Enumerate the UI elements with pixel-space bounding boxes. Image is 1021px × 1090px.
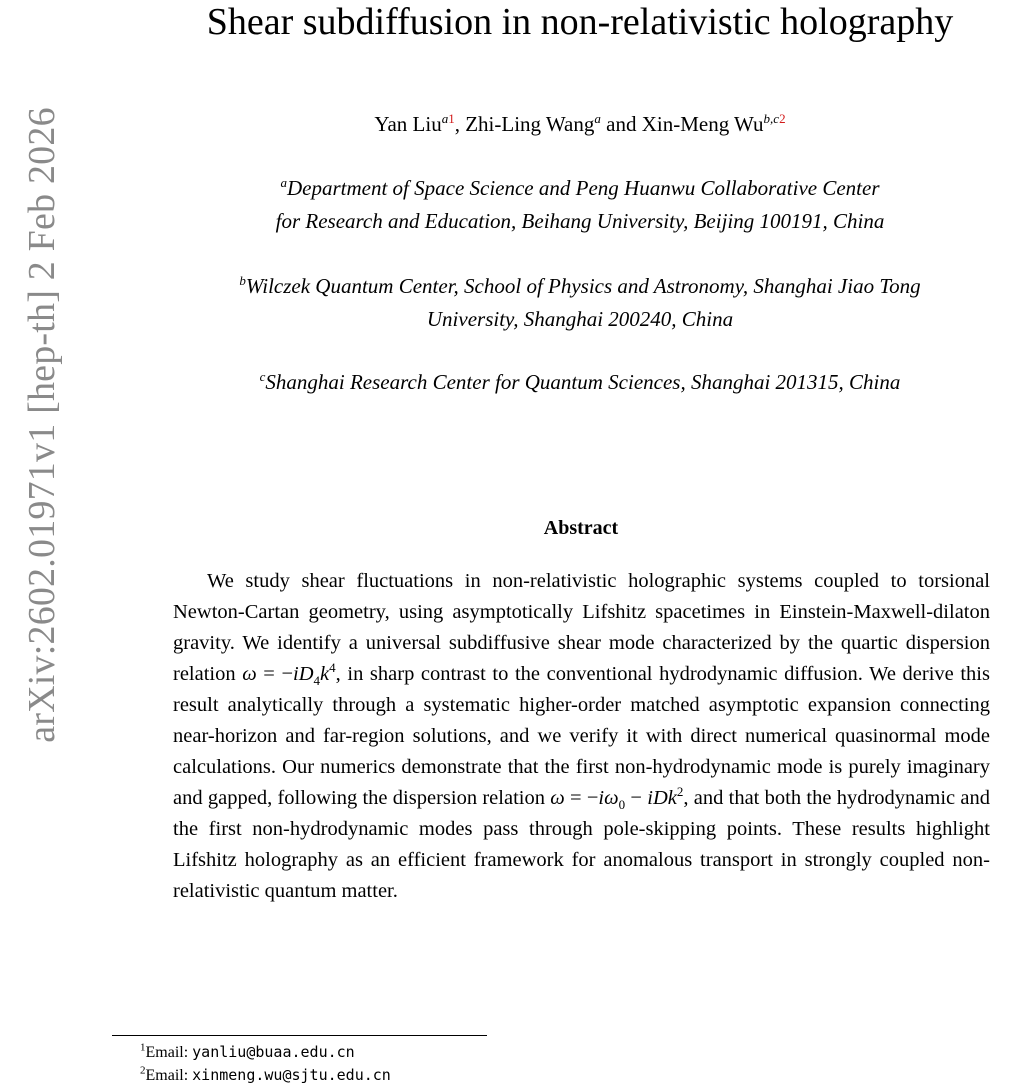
author-affiliation-mark: a	[594, 111, 601, 126]
footnote-2: $^2$Email: xinmeng.wu@sjtu.edu.cn	[140, 1064, 391, 1084]
affiliation-b: $^b$Wilczek Quantum Center, School of Physics and Astronomy, Shanghai Jiao Tong University, Shanghai 200240, China	[239, 273, 921, 331]
author-affiliation-mark: a	[441, 111, 449, 126]
paper-title: Shear subdiffusion in non-relativistic holography	[206, 1, 954, 43]
abstract-text: We study shear fluctuations in non-relativistic holographic systems coupled to torsional Newton-Cartan geometry, using asymptotically Lifshitz spacetimes in Einstein-Maxwell-dilaton gravity. We identify a universal subdiffusive shear mode characterized by the quartic dispersion relation $\omega = -iD_4k^4$, in sharp contrast to the conventional hydrodynamic diffusion. We derive this result analytically through a systematic higher-order matched asymptotic expansion connecting near-horizon and far-region solutions, and we verify it with direct numerical quasinormal mode calculations. Our numerics demonstrate that the first non-hydrodynamic mode is purely imaginary and gapped, following the dispersion relation $\omega = -i\omega_0 - iDk^2$, and that both the hydrodynamic and the first non-hydrodynamic modes pass through pole-skipping points. These results highlight Lifshitz holography as an efficient framework for anomalous transport in strongly coupled non-relativistic quantum matter.	[173, 570, 991, 902]
email-link[interactable]: xinmeng.wu@sjtu.edu.cn	[192, 1066, 391, 1084]
affiliation-a: $^a$Department of Space Science and Peng Huanwu Collaborative Center for Research and Education, Beihang University, Beijing 100191, China	[275, 175, 885, 233]
arxiv-identifier: arXiv:2602.01971v1 [hep-th] 2 Feb 2026	[21, 107, 63, 743]
footnote-link[interactable]: 1	[448, 111, 455, 126]
author-affiliation-mark: b,c	[763, 111, 780, 126]
footnote-1: $^1$Email: yanliu@buaa.edu.cn	[140, 1041, 355, 1061]
affiliation-c: $^c$Shanghai Research Center for Quantum Sciences, Shanghai 201315, China	[259, 369, 901, 394]
footnote-divider	[112, 1035, 487, 1036]
author-name: Zhi-Ling Wang	[465, 112, 595, 136]
author-name: Yan Liu	[374, 112, 442, 136]
dispersion-equation-gapped: $\omega = -i\omega_0 - iDk^2$	[550, 784, 684, 813]
arxiv-side-stamp	[0, 0, 63, 743]
email-link[interactable]: yanliu@buaa.edu.cn	[192, 1043, 355, 1061]
dispersion-equation-quartic: $\omega = -iD_4k^4$	[242, 660, 336, 689]
footnote-link[interactable]: 2	[779, 111, 786, 126]
abstract-heading: Abstract	[543, 517, 619, 539]
author-list: Yan Liu$^{a1}$, Zhi-Ling Wang$^a$ and Xin-Meng $Wu^{b,c2}$	[374, 111, 786, 136]
author-name: Xin-Meng Wu	[641, 112, 764, 136]
